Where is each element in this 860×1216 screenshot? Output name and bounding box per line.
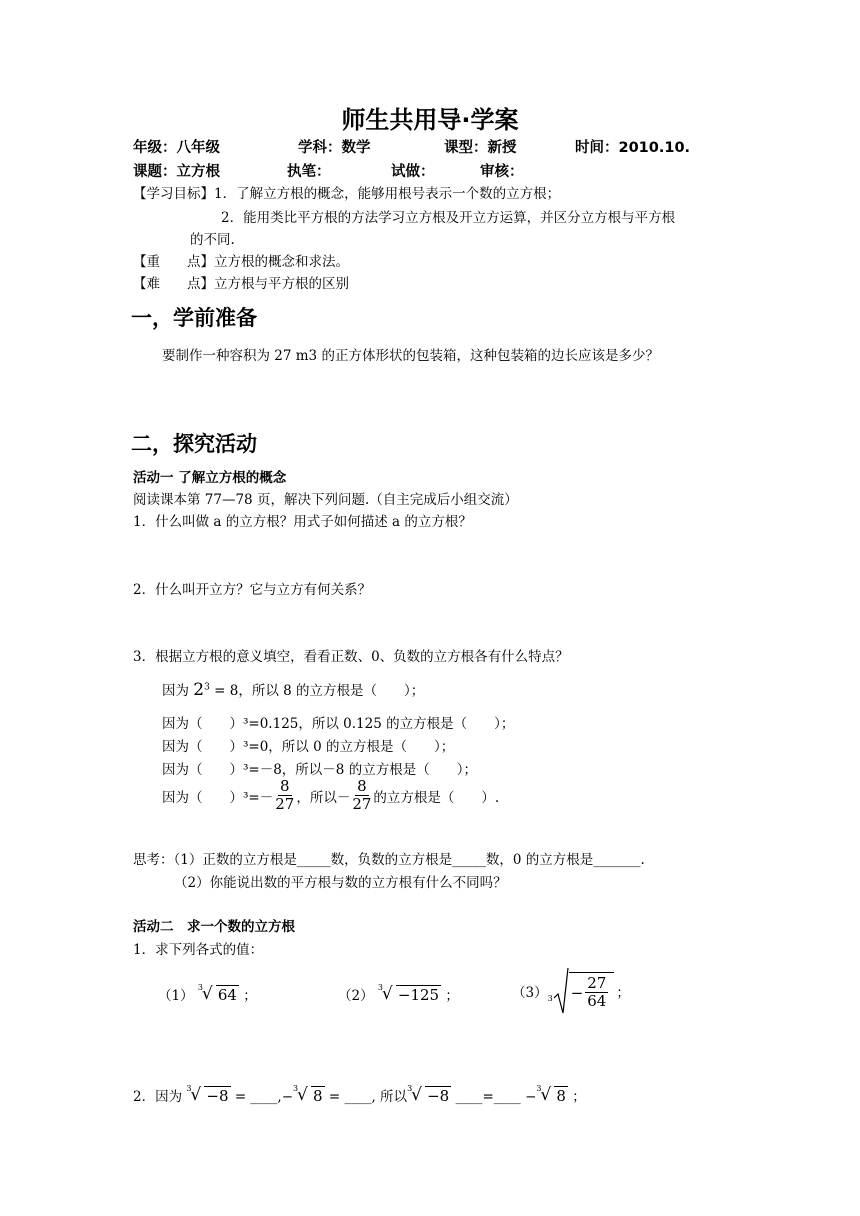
cube-root — [293, 1084, 325, 1105]
radicand: −125 — [397, 986, 440, 1004]
fraction-numerator: 8 — [357, 777, 367, 795]
fraction — [352, 778, 371, 814]
cube-root — [536, 1084, 568, 1105]
activity-1-title: 活动一 了解立方根的概念 — [133, 470, 287, 486]
radical-sign-icon: √ — [381, 984, 393, 1004]
question-1: 1．什么叫做 a 的立方根？用式子如何描述 a 的立方根？ — [133, 514, 472, 530]
page-title: 师生共用导·学案 — [341, 106, 519, 134]
fraction-denominator: 64 — [587, 992, 607, 1010]
exercise-2 — [338, 984, 459, 1004]
section-1-text: 要制作一种容积为 27 m3 的正方体形状的包装箱，这种包装箱的边长应该是多少？ — [162, 348, 659, 364]
exercise-3-label: （3） — [512, 985, 548, 1001]
root-index: 3 — [197, 983, 203, 992]
fraction-denominator: 27 — [275, 795, 295, 814]
root-index: 3 — [293, 1084, 299, 1093]
because-prefix: 2．因为 — [133, 1089, 183, 1105]
because-end: ； — [572, 1089, 586, 1105]
exercise-1 — [158, 984, 257, 1004]
separator: ； — [616, 985, 630, 1001]
radicand: −8 — [427, 1087, 450, 1105]
because-mid-3: ____=____ − — [455, 1089, 537, 1105]
question-because — [133, 1085, 586, 1105]
root-index: 3 — [536, 1084, 542, 1093]
radicand: 8 — [556, 1087, 566, 1105]
radical-sign-icon — [553, 966, 569, 1016]
cube-root — [407, 1084, 451, 1105]
question-values: 1．求下列各式的值： — [133, 942, 264, 958]
power-exponent: 3 — [204, 682, 210, 693]
fraction-numerator: 27 — [587, 973, 607, 992]
radicand: −8 — [206, 1087, 229, 1105]
fill-5-suffix: 的立方根是（ ）. — [373, 789, 500, 806]
subject-label: 学科：数学 — [298, 140, 371, 156]
because-mid-1: = ____,− — [234, 1089, 294, 1105]
difficulty: 【难 点】立方根与平方根的区别 — [133, 276, 349, 292]
goals-line1 — [133, 182, 560, 202]
fill-line-2: 因为（ ）³=0.125，所以 0.125 的立方根是（ ）； — [162, 716, 515, 732]
trial-label: 试做： — [391, 164, 435, 180]
question-3: 3．根据立方根的意义填空，看看正数、0、负数的立方根各有什么特点？ — [133, 649, 569, 665]
root-index: 3 — [547, 993, 553, 1003]
root-index: 3 — [407, 1084, 413, 1093]
power-result: = 8 — [214, 683, 239, 699]
separator: ； — [445, 988, 459, 1004]
fill-5-prefix: 因为（ ）³=－ — [162, 789, 274, 806]
reading-instruction: 阅读课本第 77—78 页，解决下列问题.（自主完成后小组交流） — [133, 492, 518, 508]
fraction-numerator: 8 — [280, 777, 290, 795]
fill-line-4: 因为（ ）³=－8，所以－8 的立方根是（ ）； — [162, 762, 477, 778]
because-mid-2: = ____, 所以 — [328, 1089, 408, 1105]
radicand: − $\frac{27}{64}$ — [569, 972, 615, 1011]
fraction-denominator: 27 — [352, 795, 372, 814]
review-label: 审核： — [480, 164, 524, 180]
think-1: 思考：（1）正数的立方根是_____数，负数的立方根是_____数，0 的立方根是_______. — [133, 852, 645, 868]
radical-sign-icon: √ — [411, 1085, 422, 1105]
radical-sign-icon: √ — [190, 1085, 202, 1105]
cube-root — [197, 983, 239, 1004]
separator: ； — [243, 988, 257, 1004]
radicand: 64 — [217, 986, 237, 1004]
power-base: 2 — [193, 680, 205, 700]
fraction — [585, 975, 608, 1011]
fill-1-prefix: 因为 — [162, 683, 189, 699]
exercise-1-label: （1） — [158, 988, 194, 1004]
radical-sign-icon: √ — [201, 984, 213, 1004]
radicand: 8 — [313, 1087, 323, 1105]
grade-label: 年级：八年级 — [133, 140, 220, 156]
fill-line-3: 因为（ ）³=0，所以 0 的立方根是（ ）； — [162, 739, 455, 755]
fill-5-mid: ，所以－ — [296, 789, 351, 806]
exercise-2-label: （2） — [338, 988, 374, 1004]
cube-root — [186, 1084, 230, 1105]
activity-2-title: 活动二 求一个数的立方根 — [133, 919, 295, 935]
root-index: 3 — [377, 983, 383, 992]
root-index: 3 — [186, 1084, 192, 1093]
radical-sign-icon: √ — [297, 1085, 308, 1105]
exercise-3 — [512, 966, 630, 1016]
cube-root — [377, 983, 441, 1004]
fill-1-suffix: ，所以 8 的立方根是（ ）； — [238, 683, 425, 699]
goals-label: 【学习目标】 — [133, 186, 214, 202]
key-point: 【重 点】立方根的概念和求法。 — [133, 254, 349, 270]
author-label: 执笔： — [287, 164, 331, 180]
topic-label: 课题：立方根 — [133, 164, 220, 180]
question-2: 2．什么叫开立方？它与立方有何关系？ — [133, 582, 372, 598]
date-label: 时间：2010.10. — [575, 140, 691, 156]
fill-line-5 — [162, 778, 499, 814]
goal-2a: 2．能用类比平方根的方法学习立方根及开立方运算，并区分立方根与平方根 — [221, 210, 676, 226]
section-2-heading: 二，探究活动 — [131, 432, 257, 456]
think-2: （2）你能说出数的平方根与数的立方根有什么不同吗？ — [174, 875, 507, 891]
fraction — [275, 778, 294, 814]
section-1-heading: 一，学前准备 — [131, 306, 257, 330]
goal-1: 1．了解立方根的概念，能够用根号表示一个数的立方根； — [214, 186, 561, 202]
lesson-type-label: 课型：新授 — [444, 140, 517, 156]
goal-2b: 的不同. — [190, 232, 235, 248]
fill-line-1 — [162, 679, 424, 700]
radical-sign-icon: √ — [540, 1085, 552, 1105]
